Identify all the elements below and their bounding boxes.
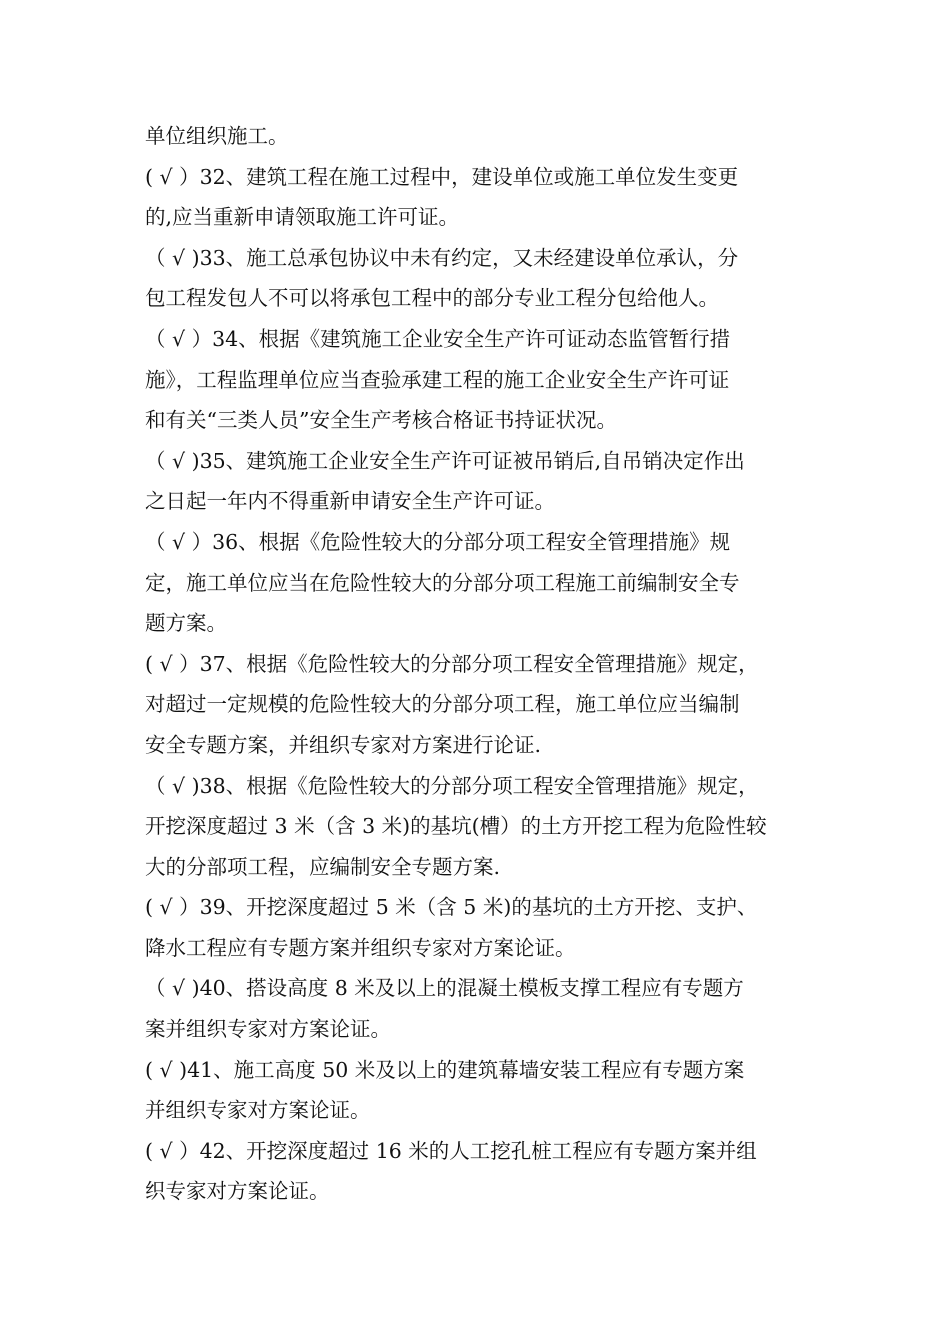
text-line: （ √ ）34、根据《建筑施工企业安全生产许可证动态监管暂行措	[145, 326, 731, 351]
text-line: 包工程发包人不可以将承包工程中的部分专业工程分包给他人。	[145, 286, 719, 311]
text-line: 案并组织专家对方案论证。	[145, 1017, 391, 1042]
text-line: ( √ ）39、开挖深度超过 5 米（含 5 米)的基坑的土方开挖、支护、	[145, 895, 758, 920]
text-line: ( √ )41、施工高度 50 米及以上的建筑幕墙安装工程应有专题方案	[145, 1057, 745, 1082]
text-line: ( √ ）42、开挖深度超过 16 米的人工挖孔桩工程应有专题方案并组	[145, 1138, 757, 1163]
text-line: 和有关“三类人员”安全生产考核合格证书持证状况。	[145, 408, 617, 433]
document-body	[145, 116, 805, 1212]
text-line: 的,应当重新申请领取施工许可证。	[145, 205, 460, 230]
text-line: （ √ )40、搭设高度 8 米及以上的混凝土模板支撑工程应有专题方	[145, 976, 744, 1001]
text-line: 开挖深度超过 3 米（含 3 米)的基坑(槽）的土方开挖工程为危险性较	[145, 814, 767, 839]
text-line: 题方案。	[145, 611, 227, 636]
text-line: 安全专题方案，并组织专家对方案进行论证.	[145, 732, 542, 757]
text-line: （ √ ）36、根据《危险性较大的分部分项工程安全管理措施》规	[145, 529, 731, 554]
text-line: 大的分部项工程，应编制安全专题方案.	[145, 854, 501, 879]
text-line: ( √ ）32、建筑工程在施工过程中，建设单位或施工单位发生变更	[145, 164, 739, 189]
text-line: 降水工程应有专题方案并组织专家对方案论证。	[145, 935, 576, 960]
text-line: （ √ )35、建筑施工企业安全生产许可证被吊销后,自吊销决定作出	[145, 448, 745, 473]
text-line: （ √ )33、施工总承包协议中未有约定，又未经建设单位承认，分	[145, 245, 739, 270]
text-line: 之日起一年内不得重新申请安全生产许可证。	[145, 489, 555, 514]
text-line: （ √ )38、根据《危险性较大的分部分项工程安全管理措施》规定，	[145, 773, 759, 798]
text-line: 定，施工单位应当在危险性较大的分部分项工程施工前编制安全专	[145, 570, 740, 595]
text-line: ( √ ）37、根据《危险性较大的分部分项工程安全管理措施》规定，	[145, 651, 759, 676]
text-line: 对超过一定规模的危险性较大的分部分项工程，施工单位应当编制	[145, 692, 740, 717]
text-line: 施》，工程监理单位应当查验承建工程的施工企业安全生产许可证	[145, 367, 730, 392]
text-line: 并组织专家对方案论证。	[145, 1098, 371, 1123]
text-line: 单位组织施工。	[145, 124, 289, 148]
text-line: 织专家对方案论证。	[145, 1179, 330, 1204]
